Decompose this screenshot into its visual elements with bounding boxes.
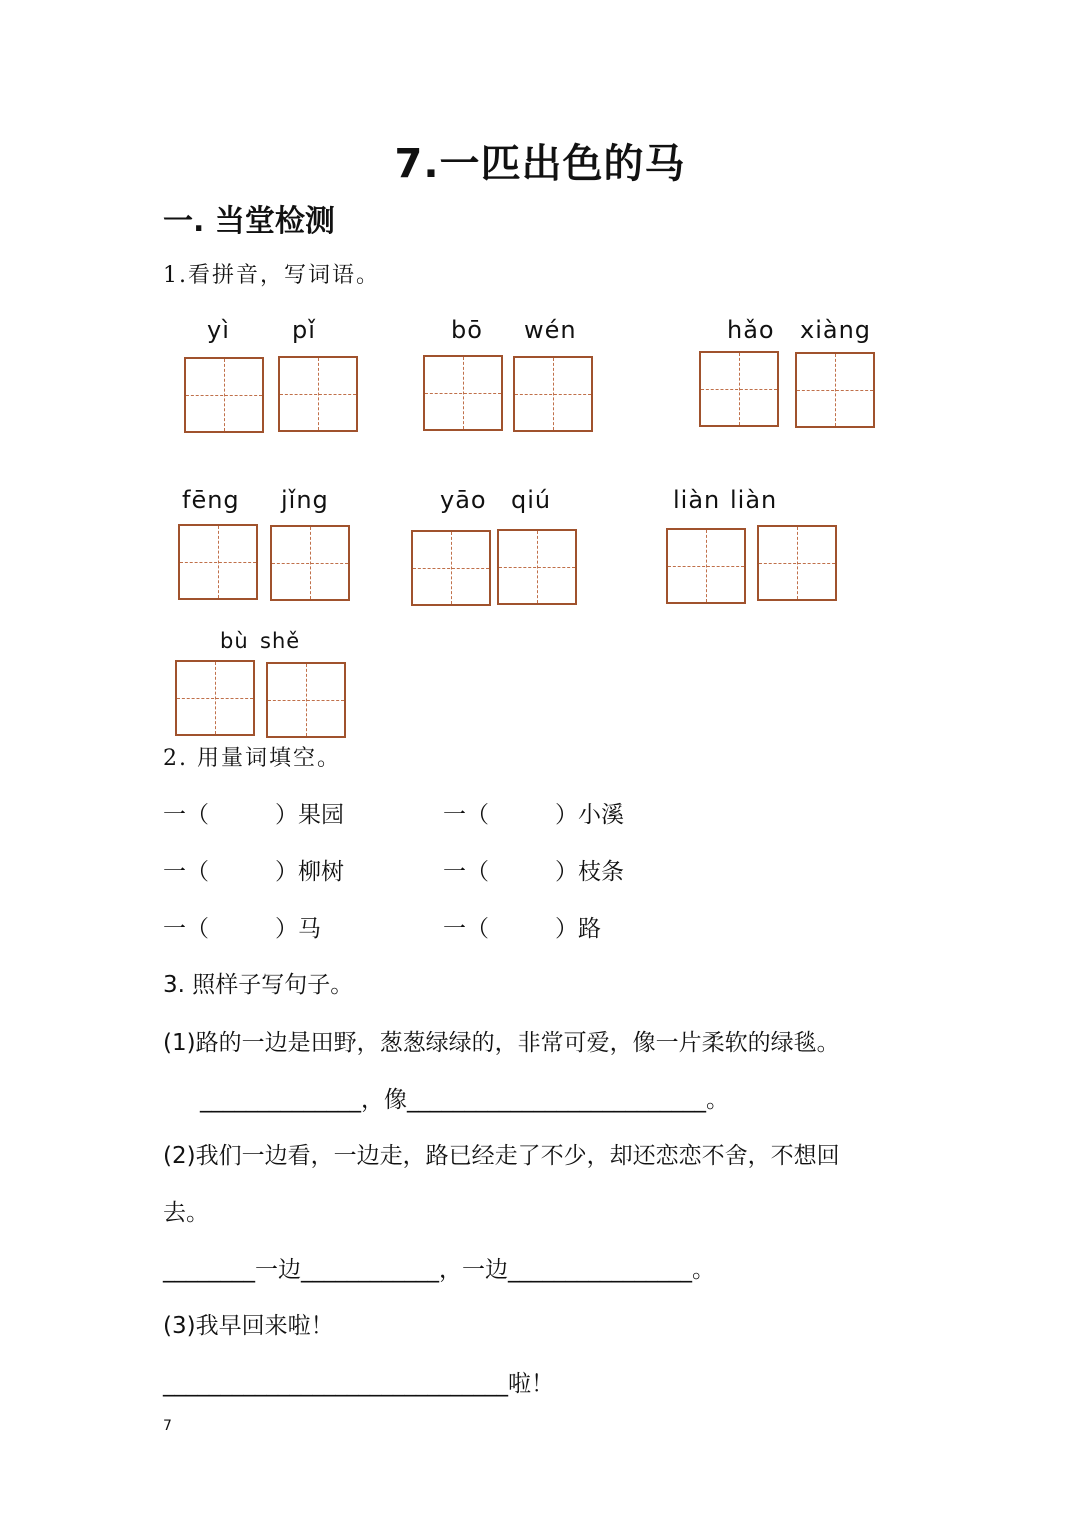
page-number: 7 bbox=[163, 1418, 172, 1434]
writing-box[interactable] bbox=[266, 662, 346, 738]
sentence-1-fill[interactable]: ______________，像__________________________。 bbox=[200, 1087, 729, 1113]
writing-box[interactable] bbox=[184, 357, 264, 433]
question-2-prompt: 2. 用量词填空。 bbox=[163, 746, 341, 771]
question-3-prompt: 3. 照样子写句子。 bbox=[163, 972, 354, 998]
measure-word-right: ）路 bbox=[555, 916, 601, 942]
pinyin-label: wén bbox=[524, 316, 577, 344]
writing-box[interactable] bbox=[423, 355, 503, 431]
writing-box[interactable] bbox=[497, 529, 577, 605]
sentence-1: (1)路的一边是田野，葱葱绿绿的，非常可爱，像一片柔软的绿毯。 bbox=[163, 1030, 840, 1056]
writing-box[interactable] bbox=[795, 352, 875, 428]
sentence-2-line-1: (2)我们一边看，一边走，路已经走了不少，却还恋恋不舍，不想回 bbox=[163, 1143, 840, 1169]
writing-box[interactable] bbox=[178, 524, 258, 600]
measure-word-right: ）马 bbox=[275, 916, 321, 942]
writing-box[interactable] bbox=[270, 525, 350, 601]
pinyin-label: yì bbox=[207, 316, 230, 344]
sentence-2-fill[interactable]: ________一边____________，一边________________。 bbox=[163, 1257, 715, 1283]
measure-word-left: 一（ bbox=[163, 916, 209, 942]
measure-word-right: ）果园 bbox=[275, 802, 344, 828]
sentence-3: (3)我早回来啦！ bbox=[163, 1313, 334, 1339]
measure-word-left: 一（ bbox=[163, 859, 209, 885]
pinyin-label: jǐng bbox=[281, 486, 329, 514]
measure-word-right: ）柳树 bbox=[275, 859, 344, 885]
measure-word-right: ）小溪 bbox=[555, 802, 624, 828]
page-title: 7.一匹出色的马 bbox=[394, 141, 686, 187]
pinyin-label: hǎo bbox=[727, 316, 775, 344]
measure-word-left: 一（ bbox=[443, 916, 489, 942]
pinyin-label: fēng bbox=[182, 486, 240, 514]
question-1-prompt: 1.看拼音，写词语。 bbox=[163, 263, 380, 288]
sentence-2-line-2: 去。 bbox=[163, 1200, 209, 1226]
measure-word-left: 一（ bbox=[443, 859, 489, 885]
pinyin-label: liàn bbox=[730, 486, 778, 514]
pinyin-label: bù bbox=[220, 629, 249, 653]
measure-word-left: 一（ bbox=[163, 802, 209, 828]
pinyin-label: qiú bbox=[511, 486, 552, 514]
measure-word-right: ）枝条 bbox=[555, 859, 624, 885]
pinyin-label: pǐ bbox=[292, 316, 316, 344]
writing-box[interactable] bbox=[513, 356, 593, 432]
pinyin-label: yāo bbox=[440, 486, 487, 514]
section-heading: 一. 当堂检测 bbox=[163, 204, 335, 239]
writing-box[interactable] bbox=[757, 525, 837, 601]
measure-word-left: 一（ bbox=[443, 802, 489, 828]
writing-box[interactable] bbox=[411, 530, 491, 606]
writing-box[interactable] bbox=[175, 660, 255, 736]
pinyin-label: liàn bbox=[673, 486, 721, 514]
sentence-3-fill[interactable]: ______________________________啦！ bbox=[163, 1371, 554, 1397]
pinyin-label: bō bbox=[451, 316, 483, 344]
pinyin-label: xiàng bbox=[800, 316, 872, 344]
writing-box[interactable] bbox=[278, 356, 358, 432]
writing-box[interactable] bbox=[666, 528, 746, 604]
writing-box[interactable] bbox=[699, 351, 779, 427]
pinyin-label: shě bbox=[260, 629, 301, 653]
